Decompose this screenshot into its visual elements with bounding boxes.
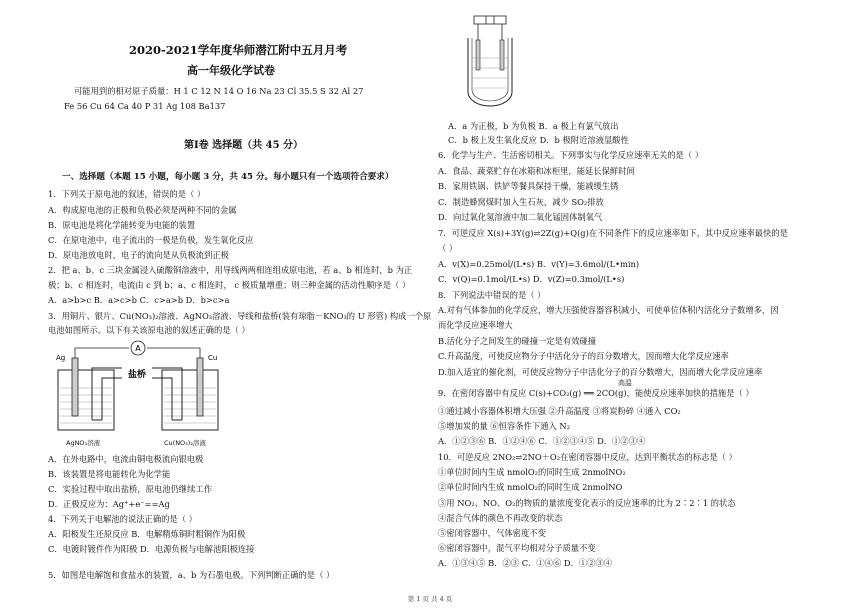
q8-stem: 8．下列说法中错误的是（ ） (438, 290, 546, 300)
q2-stem-line2: 极；b、c 相连时，电流由 c 到 b；a、c 相连时， c 极质量增重；则三种金属的活动性顺序是（ ） (48, 280, 411, 290)
q7-options-cd: C．v(Q)=0.1mol/(L•s) D．v(Z)=0.3mol/(L•s) (438, 274, 625, 284)
q10-item-6: ⑥密闭容器中，混气平均相对分子质量不变 (438, 543, 596, 553)
section-instruction: 一、选择题（本题 15 小题，每小题 3 分，共 45 分。每小题只有一个选项符合要求） (62, 172, 394, 182)
q9-measures-line1: ①通过减小容器体积增大压强 ②升高温度 ③将炭粉碎 ④通入 CO₂ (438, 406, 681, 416)
q10-options: A．①③④⑤ B．②③ C．①④⑥ D．①②③④ (438, 558, 613, 568)
q1-option-d: D．原电池放电时，电子的流向是从负极流到正极 (48, 250, 229, 260)
q10-item-2: ②单位时间内生成 nmolO₂的同时生成 2nmolNO (438, 482, 623, 492)
ag-electrode-label: Ag (56, 354, 66, 362)
q6-option-b: B．家用铁锅、铁铲等餐具保持干燥，能减缓生锈 (438, 181, 619, 191)
q3-stem-line2: 电池如图所示。以下有关该原电池的叙述正确的是（ ） (48, 325, 250, 335)
q10-item-3: ③用 NO₂、NO、O₂的物质的量浓度变化表示的反应速率的比为 2∶2∶1 的状态 (438, 498, 736, 508)
q1-option-a: A．构成原电池的正极和负极必须是两种不同的金属 (48, 205, 237, 215)
agno3-solution-label: AgNO₃溶液 (66, 439, 101, 447)
cu-electrode-label: Cu (208, 354, 218, 362)
q3-stem-line1: 3．用铜片、银片、Cu(NO₃)₂溶液、AgNO₃溶液、导线和盐桥(装有琼脂－KNO₃的 U 形管) 构成一个原 (48, 311, 432, 321)
q1-option-c: C．在原电池中，电子流出的一极是负极，发生氧化反应 (48, 235, 254, 245)
q9-condition: 高温 (618, 379, 632, 387)
q8-option-c: C.升高温度，可使反应物分子中活化分子的百分数增大，因而增大化学反应速率 (438, 351, 729, 361)
q5-stem: 5．如图是电解饱和食盐水的装置，a、b 为石墨电极。下列判断正确的是（ ） (48, 570, 335, 580)
q3-option-d: D．正极反应为：Ag⁺+e⁻==Ag (48, 499, 170, 509)
q5-options-ab: A．a 为正极，b 为负极 B．a 极上有氯气放出 (448, 121, 619, 131)
q1-option-b: B．原电池是将化学能转变为电能的装置 (48, 220, 196, 230)
q10-item-5: ⑤密闭容器中，气体密度不变 (438, 528, 546, 538)
exam-subtitle: 高一年级化学试卷 (187, 64, 275, 77)
ammeter-label: A (135, 344, 141, 353)
q3-option-b: B．该装置是将电能转化为化学能 (48, 469, 171, 479)
q8-option-a-line1: A.对有气体参加的化学反应，增大压强使容器容积减小，可使单位体积内活化分子数增多，因 (438, 305, 779, 315)
q6-option-d: D．向过氧化氢溶液中加二氧化锰固体制氧气 (438, 212, 603, 222)
atomic-masses-line2: Fe 56 Cu 64 Ca 40 P 31 Ag 108 Ba137 (64, 101, 226, 111)
q10-item-4: ④混合气体的颜色不再改变的状态 (438, 513, 563, 523)
q6-stem: 6．化学与生产、生活密切相关。下列事实与化学反应速率无关的是（ ） (438, 150, 704, 160)
exam-title: 2020-2021学年度华师潜江附中五月月考 (129, 43, 348, 57)
q5-options-cd: C．b 极上发生氧化反应 D．b 极附近溶液显酸性 (448, 135, 629, 145)
q9-measures-line2: ⑤增加炭的量 ⑥恒容条件下通入 N₂ (438, 421, 571, 431)
q7-stem: 7．可逆反应 X(s)+3Y(g)⇌2Z(g)+Q(g)在不同条件下的反应速率如下，其中反应速率最快的是 (438, 228, 788, 238)
q4-options-ab: A．阳极发生还原反应 B．电解精炼铜时粗铜作为阳极 (48, 529, 246, 539)
q4-stem: 4．下列关于电解池的说法正确的是（ ） (48, 514, 197, 524)
q2-stem-line1: 2．把 a、b、c 三块金属浸入硫酸铜溶液中，用导线两两相连组成原电池，若 a、b 相连时，b 为正 (48, 265, 413, 275)
q10-stem: 10．可逆反应 2NO₂⇌2NO＋O₂在密闭容器中反应，达到平衡状态的标志是（ ） (438, 452, 737, 462)
q6-option-a: A．食品、蔬菜贮存在冰箱和冰柜里，能延长保鲜时间 (438, 166, 635, 176)
q8-option-b: B.活化分子之间发生的碰撞一定是有效碰撞 (438, 336, 597, 346)
q8-option-a-line2: 而化学反应速率增大 (438, 320, 513, 330)
q9-stem: 9．在密闭容器中有反应 C(s)+CO₂(g) ══ 2CO(g)，能使反应速率加快的措施是（ ） (438, 388, 754, 398)
galvanic-cell-figure (54, 340, 229, 435)
q10-item-1: ①单位时间内生成 nmolO₂的同时生成 2nmolNO₂ (438, 467, 626, 477)
q1-stem: 1．下列关于原电池的叙述，错误的是（ ） (48, 189, 206, 199)
electrolysis-figure (460, 10, 520, 110)
section-title: 第Ⅰ卷 选择题（共 45 分） (184, 140, 304, 151)
cuno3-solution-label: Cu(NO₃)₂溶液 (164, 439, 206, 447)
q3-option-c: C．实验过程中取出盐桥，原电池仍继续工作 (48, 484, 212, 494)
atomic-masses-line1: 可能用到的相对原子质量：H 1 C 12 N 14 O 16 Na 23 Cl 35.5 S 32 Al 27 (74, 86, 364, 96)
q7-stem-paren: （ ） (438, 243, 458, 253)
q8-option-d: D.加入适宜的催化剂，可使反应物分子中活化分子的百分数增大，因而增大化学反应速率 (438, 367, 763, 377)
page-footer: 第 1 页 共 4 页 (407, 595, 453, 603)
q9-options: A．①②③⑥ B．①②④⑥ C．①②③④⑤ D．①②③④ (438, 436, 646, 446)
q7-options-ab: A．v(X)=0.25mol/(L•s) B．v(Y)=3.6mol/(L•min) (438, 259, 640, 269)
q3-option-a: A．在外电路中，电流由铜电极流向银电极 (48, 454, 204, 464)
q4-options-cd: C．电镀时镀件作为阳极 D．电源负极与电解池阳极连接 (48, 544, 255, 554)
q6-option-c: C．制造蜂窝煤时加入生石灰，减少 SO₂排放 (438, 197, 604, 207)
q2-options: A．a>b>c B．a>c>b C．c>a>b D．b>c>a (48, 295, 230, 305)
salt-bridge-label: 盐桥 (127, 370, 147, 380)
